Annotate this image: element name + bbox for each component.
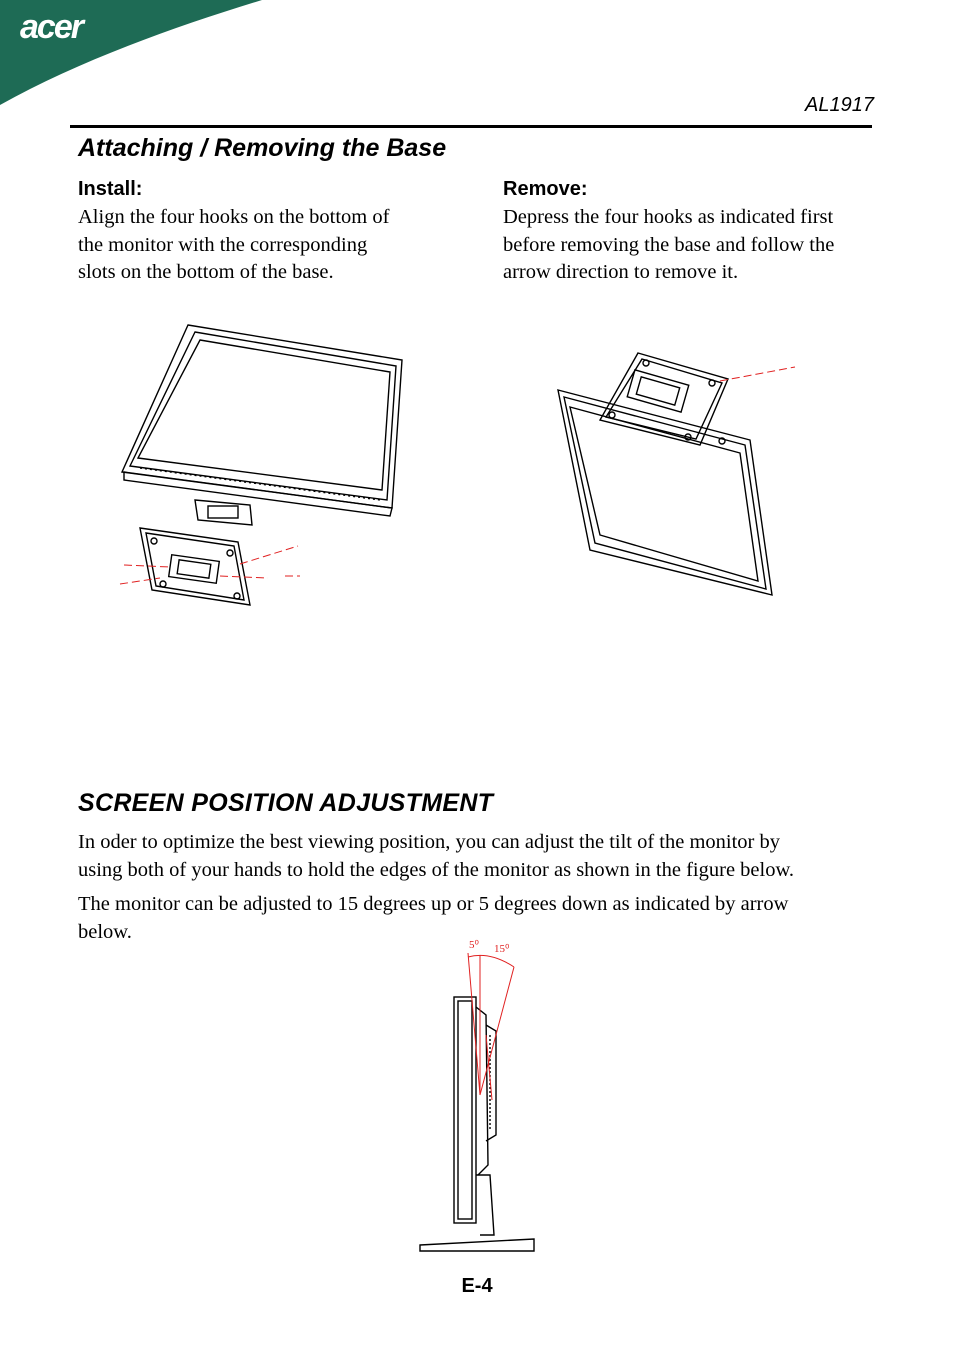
install-line: slots on the bottom of the base. — [78, 261, 334, 283]
section-title-attaching-base: Attaching / Removing the Base — [78, 134, 447, 162]
install-text — [78, 204, 389, 287]
paragraph-line: In oder to optimize the best viewing position, you can adjust the tilt of the monitor by — [78, 831, 781, 853]
install-illustration — [110, 320, 420, 620]
page-number: E-4 — [461, 1275, 493, 1297]
install-line: Align the four hooks on the bottom of — [78, 206, 390, 228]
remove-heading: Remove: — [503, 178, 588, 200]
remove-illustration — [550, 345, 810, 605]
paragraph-line: below. — [78, 920, 132, 943]
tilt-label-down: 5⁰ — [469, 939, 479, 951]
remove-line: Depress the four hooks as indicated first — [503, 206, 834, 228]
tilt-paragraph-1 — [78, 829, 794, 884]
install-heading: Install: — [78, 178, 143, 200]
remove-line: before removing the base and follow the — [503, 233, 835, 256]
model-number: AL1917 — [805, 94, 874, 116]
section-title-screen-position: SCREEN POSITION ADJUSTMENT — [78, 789, 494, 817]
paragraph-line: using both of your hands to hold the edges of the monitor as shown in the figure below. — [78, 858, 795, 881]
paragraph-line: The monitor can be adjusted to 15 degrees up or 5 degrees down as indicated by arrow — [78, 893, 789, 915]
tilt-label-up: 15⁰ — [494, 943, 510, 955]
install-line: the monitor with the corresponding — [78, 233, 368, 256]
remove-line: arrow direction to remove it. — [503, 261, 739, 283]
acer-logo: acer — [20, 8, 82, 46]
remove-text — [503, 204, 834, 287]
tilt-illustration — [410, 935, 550, 1255]
header-rule — [70, 125, 872, 128]
